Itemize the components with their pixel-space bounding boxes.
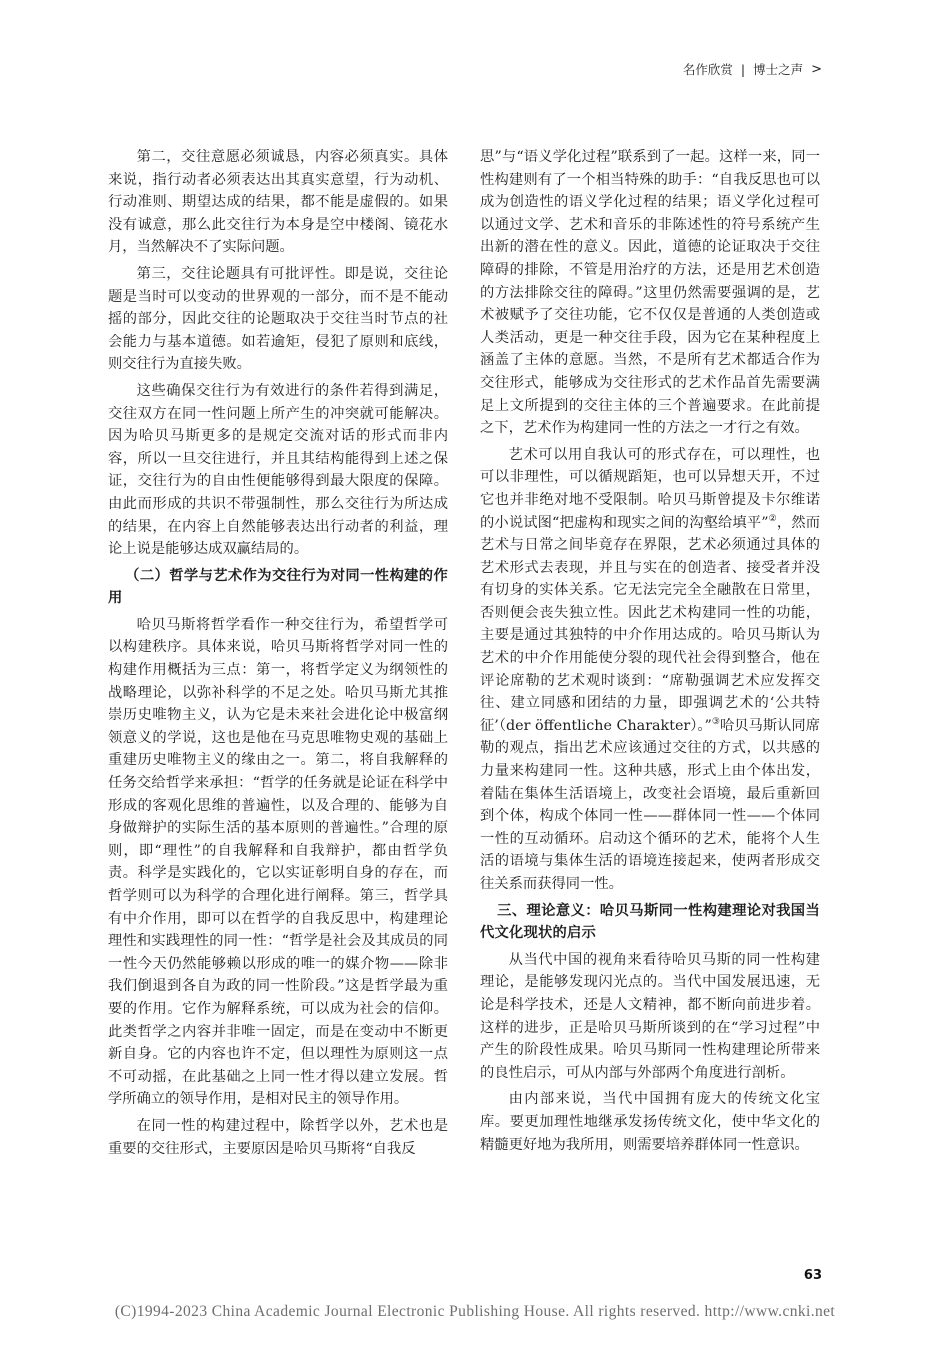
header-subsection: 博士之声 xyxy=(753,62,804,77)
section-heading: （二）哲学与艺术作为交往行为对同一性构建的作用 xyxy=(108,567,448,607)
footnote-ref: ② xyxy=(768,513,777,524)
page-number: 63 xyxy=(803,1268,822,1283)
right-column xyxy=(480,146,820,1160)
footnote-ref: ③ xyxy=(711,717,720,728)
running-header xyxy=(683,60,822,78)
copyright-footer: (C)1994-2023 China Academic Journal Electronic Publishing House. All rights reserved. http://www.cnki.net xyxy=(114,1303,836,1320)
paragraph: 第三，交往论题具有可批评性。即是说，交往论题是当时可以变动的世界观的一部分，而不是不能动摇的部分，因此交往的论题取决于交往当时节点的社会能力与基本道德。如若逾矩，侵犯了原则和底线，则交往行为直接失败。 xyxy=(108,265,448,373)
paragraph: 在同一性的构建过程中，除哲学以外，艺术也是重要的交往形式，主要原因是哈贝马斯将“自我反 xyxy=(108,1117,448,1157)
paragraph: 这些确保交往行为有效进行的条件若得到满足，交往双方在同一性问题上所产生的冲突就可能解决。因为哈贝马斯更多的是规定交流对话的形式而非内容，所以一旦交往进行，并且其结构能得到上述之保证，交往行为的自由性便能够得到最大限度的保障。由此而形成的共识不带强制性，那么交往行为所达成的结果，在内容上自然能够表达出行动者的利益，理论上说是能够达成双赢结局的。 xyxy=(108,382,448,558)
header-section: 名作欣赏 xyxy=(682,62,733,77)
paragraph-text: 哈贝马斯认同席勒的观点，指出艺术应该通过交往的方式，以共感的力量来构建同一性。这种共感，形式上由个体出发，着陆在集体生活语境上，改变社会语境，最后重新回到个体，构成个体同一性——群体同一性——个体同一性的互动循环。启动这个循环的艺术，能将个人生活的语境与集体生活的语境连接起来，使两者形成交往关系而获得同一性。 xyxy=(480,717,821,892)
paragraph-text: 艺术可以用自我认可的形式存在，可以理性，也可以非理性，可以循规蹈矩，也可以异想天开，不过它也并非绝对地不受限制。哈贝马斯曾提及卡尔维诺的小说试图“把虚构和现实之间的沟壑给填平” xyxy=(480,446,820,531)
paragraph: 由内部来说，当代中国拥有庞大的传统文化宝库。要更加理性地继承发扬传统文化，使中华文化的精髓更好地为我所用，则需要培养群体同一性意识。 xyxy=(480,1091,820,1153)
paragraph: 第二，交往意愿必须诚恳，内容必须真实。具体来说，指行动者必须表达出其真实意望，行为动机、行动准则、期望达成的结果，都不能是虚假的。如果没有诚意，那么此交往行为本身是空中楼阁、镜花水月，当然解决不了实际问题。 xyxy=(108,149,448,256)
paragraph: 从当代中国的视角来看待哈贝马斯的同一性构建理论，是能够发现闪光点的。当代中国发展迅速，无论是科学技术，还是人文精神，都不断向前进步着。这样的进步，正是哈贝马斯所谈到的在“学习过程”中产生的阶段性成果。哈贝马斯同一性构建理论所带来的良性启示，可从内部与外部两个角度进行剖析。 xyxy=(480,951,820,1081)
paragraph-continued: 思”与“语义学化过程”联系到了一起。这样一来，同一性构建则有了一个相当特殊的助手：“自我反思也可以成为创造性的语义学化过程的结果；语义学化过程可以通过文学、艺术和音乐的非陈述性的符号系统产生出新的潜在性的意义。因此，道德的论证取决于交往障碍的排除，不管是用治疗的方法，还是用艺术创造的方法排除交往的障碍。”这里仍然需要强调的是，艺术被赋予了交往功能，它不仅仅是普通的人类创造或人类活动，更是一种交往手段，因为它在某种程度上涵盖了主体的意愿。当然，不是所有艺术都适合作为交往形式，能够成为交往形式的艺术作品首先需要满足上文所提到的交往主体的三个普遍要求。在此前提之下，艺术作为构建同一性的方法之一才行之有效。 xyxy=(480,149,820,437)
header-separator: | xyxy=(740,61,746,77)
paragraph-text: ，然而艺术与日常之间毕竟存在界限，艺术必须通过具体的艺术形式去表现，并且与实在的创造者、接受者并没有切身的实体关系。它无法完完全全融散在日常里，否则便会丧失独立性。因此艺术构建同一性的功能，主要是通过其独特的中介作用达成的。哈贝马斯认为艺术的中介作用能使分裂的现代社会得到整合，他在评论席勒的艺术观时谈到：“席勒强调艺术应发挥交往、建立同感和团结的力量，即强调艺术的‘公共特征’（der öffentliche Charakter）。” xyxy=(480,514,820,734)
chevron-right-icon: > xyxy=(811,61,822,77)
left-column xyxy=(108,146,448,1164)
section-heading: 三、理论意义：哈贝马斯同一性构建理论对我国当代文化现状的启示 xyxy=(480,902,820,942)
paragraph xyxy=(480,444,820,896)
paragraph: 哈贝马斯将哲学看作一种交往行为，希望哲学可以构建秩序。具体来说，哈贝马斯将哲学对同一性的构建作用概括为三点：第一，将哲学定义为纲领性的战略理论，以弥补科学的不足之处。哈贝马斯尤其推崇历史唯物主义，认为它是未来社会进化论中极富纲领意义的学说，这也是他在马克思唯物史观的基础上重建历史唯物主义的缘由之一。第二，将自我解释的任务交给哲学来承担：“哲学的任务就是论证在科学中形成的客观化思维的普遍性，以及合理的、能够为自身做辩护的实际生活的基本原则的普遍性。”合理的原则，即“理性”的自我解释和自我辩护，都由哲学负责。科学是实践化的，它以实证彰明自身的存在，而哲学则可以为科学的合理化进行阐释。第三，哲学具有中介作用，即可以在哲学的自我反思中，构建理论理性和实践理性的同一性：“哲学是社会及其成员的同一性今天仍然能够赖以形成的唯一的媒介物——除非我们倒退到各自为政的同一性阶段。”这是哲学最为重要的作用。它作为解释系统，可以成为社会的信仰。此类哲学之内容并非唯一固定，而是在变动中不断更新自身。它的内容也许不定，但以理性为原则这一点不可动摇，在此基础之上同一性才得以建立发展。哲学所确立的领导作用，是相对民主的领导作用。 xyxy=(108,616,448,1108)
